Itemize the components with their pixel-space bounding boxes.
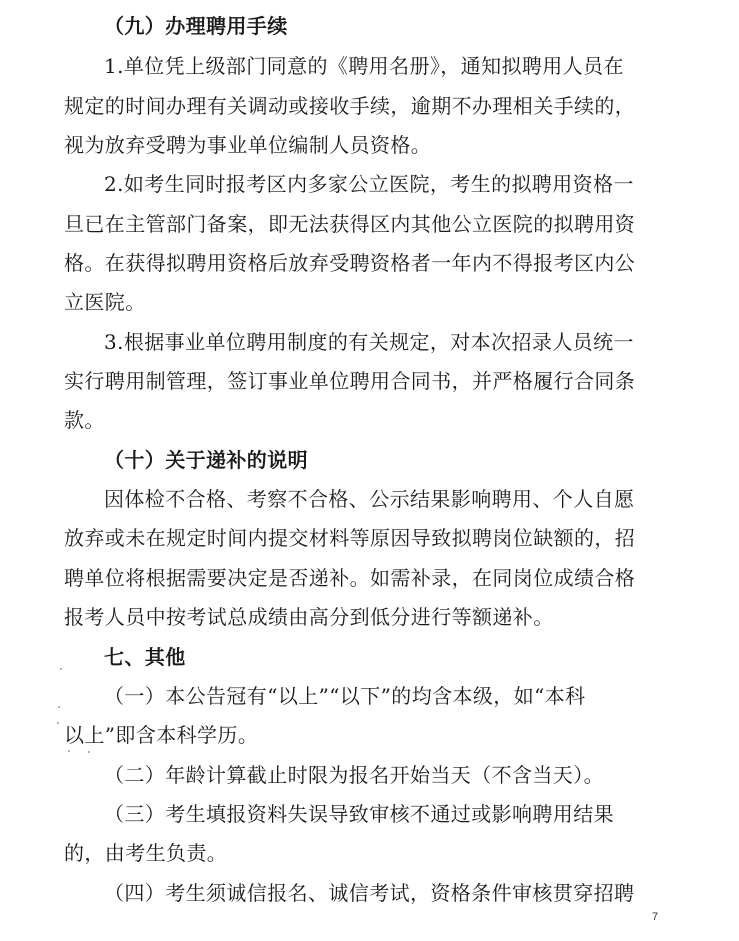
paragraph-line: （二）年龄计算截止时限为报名开始当天（不含当天）。 bbox=[104, 763, 604, 787]
paragraph-line: 规定的时间办理有关调动或接收手续，逾期不办理相关手续的， bbox=[64, 94, 636, 118]
section-heading-seven: 七、其他 bbox=[104, 645, 186, 669]
paragraph-line: 报考人员中按考试总成绩由高分到低分进行等额递补。 bbox=[64, 605, 554, 629]
scan-speck bbox=[88, 751, 90, 753]
scan-speck bbox=[58, 706, 60, 708]
paragraph-line: （三）考生填报资料失误导致审核不通过或影响聘用结果 bbox=[104, 802, 614, 826]
paragraph-line: 1.单位凭上级部门同意的《聘用名册》，通知拟聘用人员在 bbox=[104, 54, 624, 78]
scan-speck bbox=[68, 750, 70, 752]
paragraph-line: 旦已在主管部门备案，即无法获得区内其他公立医院的拟聘用资 bbox=[64, 212, 636, 236]
paragraph-line: 3.根据事业单位聘用制度的有关规定，对本次招录人员统一 bbox=[104, 330, 634, 354]
paragraph-line: 实行聘用制管理，签订事业单位聘用合同书，并严格履行合同条 bbox=[64, 369, 636, 393]
paragraph-line: 的，由考生负责。 bbox=[64, 841, 228, 865]
scan-speck bbox=[60, 668, 62, 670]
paragraph-line: （四）考生须诚信报名、诚信考试，资格条件审核贯穿招聘 bbox=[104, 881, 635, 905]
paragraph-line: 视为放弃受聘为事业单位编制人员资格。 bbox=[64, 133, 432, 157]
paragraph-line: 2.如考生同时报考区内多家公立医院，考生的拟聘用资格一 bbox=[104, 172, 634, 196]
scan-speck bbox=[57, 722, 59, 724]
paragraph-line: 立医院。 bbox=[64, 290, 146, 314]
section-heading-nine: （九）办理聘用手续 bbox=[104, 14, 288, 38]
paragraph-line: 格。在获得拟聘用资格后放弃受聘资格者一年内不得报考区内公 bbox=[64, 251, 636, 275]
paragraph-line: （一）本公告冠有“以上”“以下”的均含本级，如“本科 bbox=[104, 684, 586, 708]
paragraph-line: 聘单位将根据需要决定是否递补。如需补录，在同岗位成绩合格 bbox=[64, 566, 636, 590]
page-number: 7 bbox=[652, 911, 659, 923]
paragraph-line: 以上”即含本科学历。 bbox=[64, 723, 259, 747]
paragraph-line: 因体检不合格、考察不合格、公示结果影响聘用、个人自愿 bbox=[104, 487, 635, 511]
paragraph-line: 款。 bbox=[64, 408, 105, 432]
paragraph-line: 放弃或未在规定时间内提交材料等原因导致拟聘岗位缺额的，招 bbox=[64, 526, 636, 550]
section-heading-ten: （十）关于递补的说明 bbox=[104, 448, 308, 472]
